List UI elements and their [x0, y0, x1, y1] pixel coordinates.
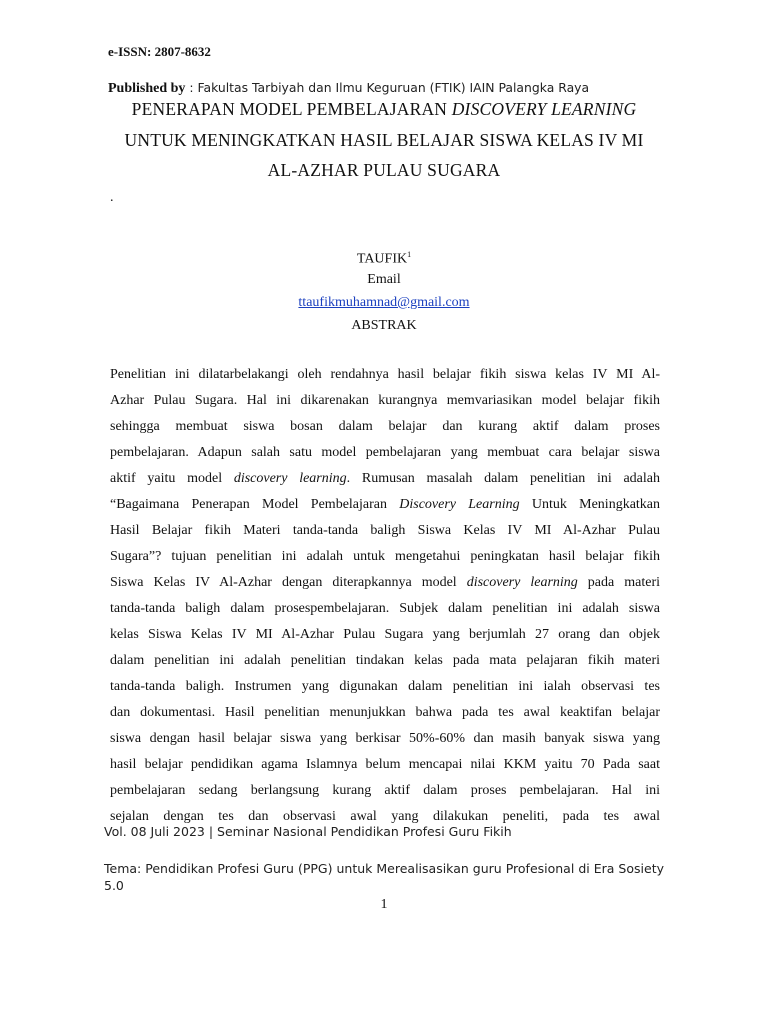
email-link[interactable] — [0, 295, 768, 311]
abstract-line: pembelajaran. Adapun salah satu model pembelajaran yang membuat cara belajar siswa — [110, 445, 660, 460]
abstract-line: Hasil Belajar fikih Materi tanda-tanda baligh Siswa Kelas IV MI Al-Azhar Pulau — [110, 523, 660, 538]
author-name-text: TAUFIK — [356, 251, 408, 267]
abstract-line: sehingga membuat siswa bosan dalam belajar dan kurang aktif dalam proses — [110, 419, 660, 434]
paper-title-line-1 — [0, 99, 768, 120]
issn-label: e-ISSN: 2807-8632 — [108, 44, 211, 59]
abstract-line: sejalan dengan tes dan observasi awal yang dilakukan peneliti, pada tes awal — [110, 809, 660, 824]
abstract-line: siswa dengan hasil belajar siswa yang berkisar 50%-60% dan masih banyak siswa yang — [110, 731, 660, 746]
abstract-line: Penelitian ini dilatarbelakangi oleh rendahnya hasil belajar fikih siswa kelas IV MI Al- — [110, 367, 660, 382]
paper-title-line-3: AL-AZHAR PULAU SUGARA — [267, 160, 501, 180]
abstract-line: Azhar Pulau Sugara. Hal ini dikarenakan kurangnya memvariasikan model belajar fikih — [110, 393, 660, 408]
abstract-line: tanda-tanda baligh dalam prosespembelajaran. Subjek dalam penelitian ini adalah siswa — [110, 601, 660, 616]
publisher-line — [108, 80, 589, 97]
page-number: 1 — [380, 897, 388, 912]
abstract-line: Siswa Kelas IV Al-Azhar dengan diterapkannya model discovery learning pada materi — [110, 575, 660, 590]
abstract-line: hasil belajar pendidikan agama Islamnya belum mencapai nilai KKM yaitu 70 Pada saat — [110, 757, 660, 772]
title-prefix: PENERAPAN MODEL PEMBELAJARAN — [131, 99, 452, 119]
abstract-line: tanda-tanda baligh. Instrumen yang digunakan dalam penelitian ini ialah observasi tes — [110, 679, 660, 694]
italic-term: discovery learning — [466, 575, 578, 590]
published-by-label: Published by — [108, 81, 186, 96]
abstract-line: dan dokumentasi. Hasil penelitian menunjukkan bahwa pada tes awal keaktifan belajar — [110, 705, 660, 720]
email-address[interactable]: ttaufikmuhamnad@gmail.com — [298, 295, 470, 310]
abstract-line: “Bagaimana Penerapan Model Pembelajaran Discovery Learning Untuk Meningkatkan — [110, 497, 660, 512]
abstract-line: aktif yaitu model discovery learning. Rumusan masalah dalam penelitian ini adalah — [110, 471, 660, 486]
abstract-body — [110, 362, 660, 830]
paper-title-line-2: UNTUK MENINGKATKAN HASIL BELAJAR SISWA KELAS IV MI — [124, 130, 644, 150]
abstract-line: kelas Siswa Kelas IV MI Al-Azhar Pulau Sugara yang berjumlah 27 orang dan objek — [110, 627, 660, 642]
italic-term: discovery learning — [233, 471, 347, 486]
stray-dot: . — [110, 190, 114, 205]
abstract-line: Sugara”? tujuan penelitian ini adalah untuk mengetahui peningkatan hasil belajar fikih — [110, 549, 660, 564]
abstract-heading: ABSTRAK — [351, 318, 417, 333]
email-label: Email — [367, 272, 401, 287]
title-italic-term: DISCOVERY LEARNING — [451, 99, 637, 119]
abstract-line: pembelajaran sedang berlangsung kurang aktif dalam proses pembelajaran. Hal ini — [110, 783, 660, 798]
author-name — [0, 250, 768, 268]
italic-term: Discovery Learning — [399, 497, 520, 512]
publisher-name: : Fakultas Tarbiyah dan Ilmu Keguruan (FTIK) IAIN Palangka Raya — [185, 80, 590, 95]
footer-theme: Tema: Pendidikan Profesi Guru (PPG) untuk Merealisasikan guru Profesional di Era Sosiety 5.0 — [104, 861, 664, 893]
footer-volume: Vol. 08 Juli 2023 | Seminar Nasional Pendidikan Profesi Guru Fikih — [104, 824, 512, 839]
author-superscript: 1 — [407, 250, 412, 259]
abstract-line: dalam penelitian ini adalah penelitian tindakan kelas pada mata pelajaran fikih materi — [110, 653, 660, 668]
